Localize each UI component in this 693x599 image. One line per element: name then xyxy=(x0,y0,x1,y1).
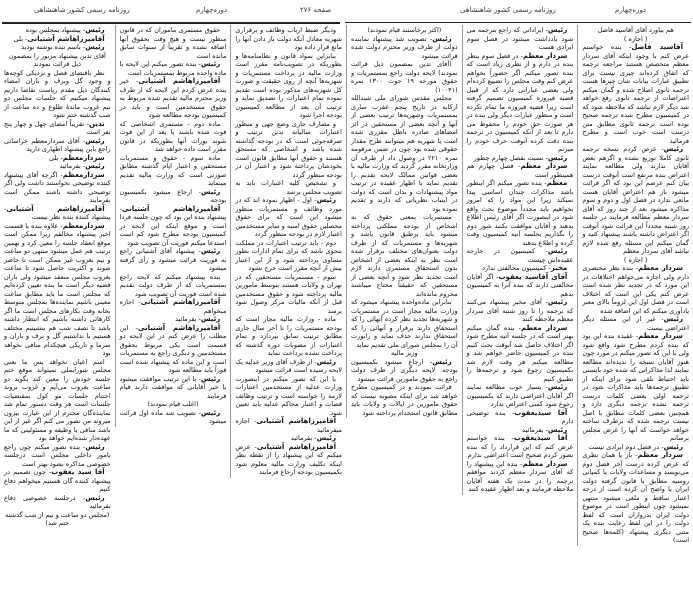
speaker-name: رئیس xyxy=(547,383,568,391)
paragraph xyxy=(4,222,111,358)
paragraph-text: اسم اعیان نخواهد پس ما بعنی مجلس شورایملی نمیتواند موقع ختم جلسه خودش را معین کند بگوید دو ساعت بغروب می‌آیم و غروب بروند اختتام جلسات مو کول بمقتضیات جلسات است هر وقت دستور تمام شد نماینده‌گان محترم از این عبارت بیرون میروند من تصور می کنم اگر غیر از این باشد منافی با وظیفه و مسئولیتی که ما عهده‌دار شده‌ایم خواهد بود xyxy=(3,357,111,442)
paragraph-text: ماده - وزارت مالیه مجاز است که بودجه مستمریات را تا آخر سال جاری مطابق ترتیب سابق بپردازد و تمام اعتبارات از مصوبات دوره گذشته که پرداخت نشده پرداخت نماید xyxy=(235,315,342,357)
speaker-name: سردار معظم xyxy=(522,51,568,60)
paragraph-text: و تشخیص کلیه اعتبارات باید به تصویب مجلس برسد xyxy=(235,179,342,196)
paragraph-text: - از طرف آقای وزیر عدلیه یک لایحه رسیده است قرائت میشود xyxy=(235,357,342,374)
paragraph-text: مستمریات بمعنی حقوق که به اشخاص از بودجه مملکتی پرداخته میشود باید برطبق قانون باشد و شهریه‌ها و مستمریات که از طرف دولت بعنوان‌های مختلف برقرار شده است نظر به اینکه بعضی از اشخاص بدون استحقاق مستمری دارند لازم است تجدید نظر شود و آنچه بعضی از مستحقین که حقیقتاً محتاج میباشند محروم مانده‌اند xyxy=(350,213,458,298)
header-rule-left xyxy=(2,22,340,24)
paragraph xyxy=(582,332,689,443)
paragraph xyxy=(351,298,458,349)
speaker-name: رئیس xyxy=(316,357,336,366)
paragraph-text: - اگرچه آقای پیشنهاد کننده توضیحی نخواستند داشت ولی اگر توضیحی داشته باشند ممکن است بفرمایند xyxy=(3,170,111,204)
paragraph xyxy=(120,26,227,60)
paragraph xyxy=(235,179,342,196)
speaker-name: سردارمعظم xyxy=(62,221,105,230)
speaker-name: رئیس xyxy=(85,43,105,51)
paragraph-text: - بنده خواستم عرض کنم با وجود اینکه آقای سردار معظم متخصص هستند مراجعه ترجمه که اتفاق کرده‌اند چیزی نیست برای تطبیق عبارات بیانات شان چیزها هست ترجمه ثانوی اصلاح شده و گمان میکنم اعتراضات از ترجمه ثانوی رفع خواهد شد دیگر لازم نباشد که ملاحظه شود که در کمیسیون مطرح شده ترجمه صحیح بوده است ترجمه ثانوی مطابق متن درست است خوب است و مطرح فرمائید xyxy=(582,43,689,145)
paragraph-text: - ارجاع میشود بکمیسیون بودجه. لایحه دیگری از طرف دولت راجع به حقوق مامورین قرائت میشود xyxy=(350,357,458,383)
paragraph xyxy=(467,26,574,52)
paragraph-text: بنده پیشنهاد میکنم که لایحه راجع بمستمریات که از طرف دولت تقدیم شده است فوریت آن تصویب شود xyxy=(119,272,227,298)
speaker-name: آقامیرزاهاشم آشتیانی xyxy=(138,77,221,85)
speaker-name: رئیس xyxy=(85,162,105,170)
speaker-name: رئیس xyxy=(663,145,683,153)
paragraph xyxy=(4,120,111,137)
paragraph-text: هم بیاورد آقای آقاسید فاضل xyxy=(597,26,674,34)
paragraph-text: - در فصل دوم ایرادی نیست xyxy=(588,442,664,451)
paragraph xyxy=(235,196,342,239)
paragraph xyxy=(467,264,574,273)
speaker-name: آقامیرزاهاشم آشتیانی xyxy=(6,204,105,213)
paragraph-text: - بنده تصور میکنم چون راجع بامور داخلی مجلس است درجلسه خصوصی مذاکره بشود بهتر است xyxy=(3,442,111,468)
paragraph xyxy=(120,375,227,401)
page-header xyxy=(0,0,693,22)
paragraph-text: - عقیده بنده این بود که بنده کردم مطرح شود واقع شود ولی با این که تصور میکنم در مورد چون هنوز آقایان نسخه را ندیده‌اند مطالعه نمایند لذا مذاکراتی که شده خود بایستی باید احتیاط تلقی شود برای اینکه از تطبیق ترجمه‌ها باید مذاکرات شود در ترجمه اولی بعضی کلمات درست ترجمه نشده ترجمه دیگری دارد و همچنین بعضی کلمات مطابق با اصل نیست ترجمه شده که برطرف ساخته خواهد خواست که آنها را عرض مجلس برسانم xyxy=(582,332,689,442)
paragraph-text: - اجازه میخواهم xyxy=(119,298,227,315)
paragraph xyxy=(351,213,458,298)
speaker-name: رئیس xyxy=(432,34,452,43)
speaker-name: آقامیرزاهاشم آشتیانی xyxy=(140,298,221,306)
speaker-name: رئیس xyxy=(200,315,221,323)
speaker-name: آقا سید یعقوب xyxy=(51,468,105,476)
paragraph-text: - بفرمائید xyxy=(290,434,317,442)
paragraph-text: - بلی xyxy=(13,34,28,43)
paragraph xyxy=(4,154,111,163)
paragraph-text: با این که تصور میکنم در اینصورت وزارت عدلیه از مستخدمین اعتبارات لازمه را خواسته است و ترتیب وظائف قضات و اعتبار محاکم عدلیه باید تعیین شود xyxy=(235,374,342,417)
paragraph-text: - کمیسیون مخالفتی ندارد xyxy=(482,264,551,272)
paragraph xyxy=(4,468,111,494)
text-column xyxy=(115,25,231,427)
paragraph xyxy=(4,162,111,171)
paragraph-text: بنابراین ماده‌واحده پیشنهاد میشود که وزارت مالیه مجاز است در مستمریات و شهریه‌ها تجدید نظر کرده آنهائی را که استحقاق دارند برقرار و آنهائی را که استحقاق ندارند حذف نماید و راپورت آن را بمجلس شورای ملی تقدیم نماید xyxy=(350,298,458,349)
paragraph xyxy=(467,383,574,409)
paragraph xyxy=(120,324,227,375)
paragraph-text: - فصل چهارم هم همینطور است xyxy=(466,162,574,179)
paragraph xyxy=(4,511,111,528)
paragraph xyxy=(582,35,689,44)
speaker-name: رئیس xyxy=(547,247,568,255)
speaker-name: رئیس xyxy=(432,357,452,366)
paragraph-text: - پیشنهاد کننده بنده نظر نیست xyxy=(3,204,111,221)
paragraph xyxy=(120,247,227,273)
text-column xyxy=(346,25,462,418)
paragraph xyxy=(351,60,458,94)
paragraph xyxy=(351,94,458,213)
paragraph xyxy=(582,43,689,145)
paragraph xyxy=(4,35,111,44)
speaker-name: سردارمعظم xyxy=(62,153,105,162)
speaker-name: آقامیرزاهاشم آشتیانی xyxy=(256,417,336,425)
paragraph-text: ( اجازه ) xyxy=(623,255,648,264)
paragraph-text: - بلی xyxy=(48,153,63,162)
paragraph xyxy=(4,358,111,443)
paragraph-text: - غیر از این مسئله دیگر اعتراضی نیست xyxy=(582,315,689,332)
speaker-name: رئیس xyxy=(200,187,221,196)
paragraph xyxy=(120,400,227,409)
paragraph-text: - عرض میکنم که این پیشنهاد را از نقطه نظر اینکه تکلیف وزارت مالیه معلوم شود بکمیسیون بودجه ارجاع فرمایند xyxy=(235,442,342,476)
speaker-name: سردار معظم xyxy=(637,451,683,459)
paragraph xyxy=(351,349,458,358)
paragraph xyxy=(467,162,574,179)
paragraph-text: - با این ترتیب موافقت میشود یا خیر آقایانی که موافقت دارند قیام فرمایند xyxy=(119,374,227,400)
paragraph xyxy=(4,494,111,511)
paragraph xyxy=(120,205,227,248)
speaker-name: سردارمعظم xyxy=(62,170,105,179)
paragraph xyxy=(235,375,342,418)
paragraph-text: - ارجاع میشود بکمیسیون بودجه xyxy=(119,187,227,204)
paragraph-text: - بفرمائید xyxy=(175,315,201,323)
paragraph-text: - تقریباً امضای چهل و چهار پنج نفر است xyxy=(3,119,111,136)
paragraph-text: (مجلس دو ساعت و نیم از شب گذشته ختم شد) xyxy=(5,510,110,527)
paragraph xyxy=(120,273,227,299)
paragraph-text: وزیر مالیه xyxy=(391,349,418,357)
text-column xyxy=(577,25,693,546)
header-rule-right xyxy=(345,22,691,23)
paragraph xyxy=(235,358,342,375)
text-column xyxy=(462,25,578,495)
paragraph-text: ماده دوم - مستمری اشخاصی که فوت شده باشند یا بعد از این فوت شوند بوراث آنها بطوریکه در قانون مقرر است داده خواهد شد xyxy=(119,119,227,153)
paragraph-text: - اول - اظهار نموده اند که در مورد وظائف و مستمریات منظور میشود این است که برای حقوق محصلین حقوق امنیه و سایر مستخدمین اعتبار لازم در بودجه منظور گردد xyxy=(235,196,342,238)
speaker-name: رئیس xyxy=(547,26,568,34)
speaker-name: معظم xyxy=(546,179,568,187)
paragraph xyxy=(467,179,574,247)
paragraph xyxy=(4,205,111,222)
paragraph-text: - نسبت بفصل چهارم چطور xyxy=(473,153,548,162)
paragraph-text: - در فصل سوم بنظر بنده در دارم و از نظری زیاد است که بنده تصور میکنم اگر حضوراً بخواهم عرض کنم وقت مجلس را تضییع کرده‌ام ولی بعضی عباراتی دارد که از قبیل قضیه فیروزه کمیسیون تصمیم گرفته است زیرا قضیه فیروزه ما تمام نکرده است و منظور عبارات دیگر ولی بنده در هر صورت حق خودم را محفوظ می دارم تا بعد از آنکه کمیسیون در ترجمه بنده دقت کرده آنوقت حرف خودم را میزنم xyxy=(466,51,574,153)
right-volume: دوره‌چهارم xyxy=(615,6,646,14)
speaker-name: آقا سیدیعقوب xyxy=(513,434,568,442)
paragraph-text: - بسیار خوب مطالعه نمایند اگر آقایان اعتراضی دارند که بکمیسیون رجوع شود کسی اعتراض ندارد xyxy=(466,383,574,408)
paragraph-text: - چون تصمیم در پیشنهاد کننده گان هستیم میخواهم دفاع کنیم xyxy=(3,468,111,493)
speaker-name: رئیس xyxy=(200,408,221,417)
paragraph-text: - تصویب شد ماده اول قرائت میشود xyxy=(119,408,227,425)
paragraph xyxy=(467,434,574,460)
paragraph-text: - بفرمائید xyxy=(59,162,86,170)
paragraph-text: - درجلسه خصوصی دفاع بفرمائید xyxy=(3,493,111,510)
paragraph xyxy=(4,26,111,35)
paragraph xyxy=(235,273,342,316)
paragraph xyxy=(235,26,342,52)
paragraph-text: - باسم بنده نوشته بودید xyxy=(21,43,86,51)
paragraph xyxy=(4,443,111,469)
paragraph xyxy=(467,247,574,264)
paragraph-text: ماده سوم - حقوق و مستمریات مستحقین و اعتبار ایام گذشته مطابق صورتی است که وزارت مالیه تقدیم مینماید xyxy=(119,153,227,187)
speaker-name: سردار معظم xyxy=(520,162,568,170)
paragraph-text: - باز یا همان نظری که عرض کرده درست آخر فصل دوم می‌نویسد و مساعدات ولایات یا کمپانی روسیه مطابق با قانون گرفته دولت ایران یا واضح آن کرده است از درجه اعتبار ساقط و ملغی میشود منتهی نمیشود چون اینطور است در موضوع دولت ایران بدرواران است که لفظ دولت را در این لفظ رعایت بنده یک متنی دیگری پیشنهاد (کلمه‌ها صحیح است) xyxy=(582,451,689,544)
paragraph xyxy=(582,443,689,452)
left-volume: دوره‌چهارم xyxy=(196,6,227,14)
speaker-name: رئیس xyxy=(85,136,105,145)
paragraph xyxy=(235,443,342,477)
paragraph-text: - بنده تصور میکنم این لایحه با ماده واحده مربوط بمستمریات است xyxy=(119,60,227,77)
paragraph-text: - تصویب شد پیشنهاد نماینده دولت از طرف وزیر محترم دولت شده قرائت میشود xyxy=(350,34,458,60)
speaker-name: رئیس xyxy=(200,60,221,68)
speaker-name: آقامیرزاهاشم آشتیانی xyxy=(27,34,105,43)
speaker-name: سردار معظم xyxy=(638,332,683,340)
paragraph xyxy=(235,120,342,180)
paragraph-text: - این مطلب را عرض کنم در این لایحه دو قسمت است یکی مربوط بحقوق مستخدمین و دیگری راجع به مستمریات است و این ماده که پیشنهاد شده است فوراً باید مطالعه شود xyxy=(119,323,227,374)
speaker-name: رئیس xyxy=(547,298,568,306)
paragraph xyxy=(120,315,227,324)
paragraph-text: و مصارف جاری وضع جهی و منظور اعتبارات سالیانه بدین ترتیب و صرفه‌جوئی است که در بودجه گذاشته شده باشد و اشخاصی که مستحق هستند و حقوق آنها مطابق قانون است بخودشان پرداخته شود و اعتبار آن در بودجه منظور گردد xyxy=(235,119,342,179)
paragraph xyxy=(467,426,574,435)
paragraph xyxy=(4,43,111,52)
speaker-name: سردار معظم xyxy=(522,459,568,468)
speaker-name: رئیس xyxy=(200,247,221,255)
speaker-name: رئیس xyxy=(316,434,336,442)
paragraph-text: قرائت نمودند و در کمیسیون مطرح خواهد شد برای اینکه مصوبه نیست که حقوق مامورین در ایالات و ولایات باید مطابق قانون استخدام پرداخته شود xyxy=(350,383,458,417)
paragraph-text: مجلس مقدس شورای ملی شیدالله ارکانه در تاریخ پنجم عقرب ساری بمستمریات وشهریه‌ها ترتیب بعضی از آنها و آنچه بعضی از مستحقین در اثر امضاهای صادره باطل مقرری شده است یا شهریه هم میتوانند طرح مقدار حقوقی شده بود چون در ضمن مرقومه نمره ۲۲۱۰ در وصول داد از طرف آن وزارتخانه مقرر گردید که وزارت مالیه با بعضی قوانین ممالک لایحه تقدیم را تقدیم نماید با اظهار عقیده در ترتیب مواد پیشنهادات و بدان است که دولت در اینباب نظریاتی که دارند و تقدیم نموده بود xyxy=(350,94,458,213)
paragraph-text: (آقای تدین بمضمون ذیل قرائت نمودند) لایحه دولت راجع بمستمریات و حقوق مورخه ۱۹ حوت ۱۳۰۰ نمره (۱۰۰۴۱) xyxy=(350,60,458,94)
speaker-name: رئیس xyxy=(547,425,568,434)
paragraph xyxy=(467,324,574,384)
paragraph xyxy=(582,145,689,256)
paragraph-text: - پیشنهاد آقای آشتیانی راجع به فوریت قرائت میشود و رأی گرفته میشود xyxy=(119,247,227,272)
paragraph xyxy=(120,60,227,77)
paragraph-text: - بنده خواستم عرض کنم که این قرارداد را که بنده تصور کردم صحیح است اعتراضی ندارم xyxy=(466,434,574,459)
paragraph-text: - بنده نظر مختصری دارم ولی اجازه می‌خواهم اختلافات در این مورد که در تجدید نظر شده است عرض کنم یکی این است که اختلاف است در فصل اول این لزوماً بالای معبر یادآوری میکنم که این اضافه شده xyxy=(582,264,689,315)
text-column xyxy=(230,25,346,478)
newspaper-body xyxy=(0,25,693,546)
paragraph-text: - پیشنهاد بمجلس بوده xyxy=(25,26,86,34)
paragraph xyxy=(582,451,689,545)
paragraph xyxy=(351,358,458,384)
paragraph-text: نظر باقتضای فصل و نزدیکی کوچه‌ها و وجود گل وبرف و باران امضاء کنندگان ذیل مقدم ریاست تقاضا داریم پیشنهاد میکنیم که جلسات مجلس دو نیم غروب ماندهٔ طلوع و ده ساعت از شب گذشته ختم شود xyxy=(3,68,111,119)
paragraph xyxy=(467,273,574,299)
paragraph xyxy=(582,256,689,265)
speaker-name: رئیس xyxy=(85,442,105,451)
paragraph-text: - بنده تصور میکنم اگر اینطور باشد مذاکرات چندان اساسی پیدا نمیکند زیرا این مواد را که امروز بخواهیم باید مجدداً موضوع بحث واقع شود در اینصورت اگر آقای رئیس اطلاع بدهند و آقایان موافقت بکنند شور دوم را بگذاریم بجلسه آتیه کمیسیون وقت کرده و اطلاع بدهند xyxy=(466,179,574,247)
speaker-name: رئیس xyxy=(547,153,568,162)
paragraph-text: - بنده توضیحی دارم xyxy=(466,408,574,425)
left-paper-title: روزنامه رسمی کشور شاهنشاهی xyxy=(34,6,130,14)
paragraph xyxy=(235,434,342,443)
speaker-name: آقامیرزاهاشم آشتیانی xyxy=(256,442,336,451)
right-paper-title: روزنامه رسمی کشور شاهنشاهی xyxy=(460,6,556,14)
speaker-name: آقاسید فاضل xyxy=(631,43,684,51)
speaker-name: رئیس xyxy=(85,26,105,34)
paragraph xyxy=(235,315,342,358)
paragraph-text: - اجازه میفرمائید xyxy=(235,417,342,434)
paragraph-text: ( اجازه ) xyxy=(623,34,648,43)
paragraph-text: آقای تدین پیشنهاد مزبور را بمضمون ذیل قرائت نمودند xyxy=(8,51,106,68)
paragraph xyxy=(351,383,458,417)
paragraph xyxy=(4,52,111,69)
paragraph xyxy=(467,154,574,163)
paragraph xyxy=(120,154,227,188)
paragraph xyxy=(4,137,111,154)
speaker-name: رئیس xyxy=(663,315,683,323)
paragraph xyxy=(467,409,574,426)
speaker-name: آقامیرزاهاشم آشتیانی xyxy=(137,323,221,332)
paragraph xyxy=(467,298,574,324)
paragraph xyxy=(120,409,227,426)
paragraph xyxy=(235,52,342,120)
speaker-name: رئیس xyxy=(200,374,221,383)
paragraph-text: - عرض کردم نسخه ترجمه ثانوی کاملا توزیع نشده و اگرهم بعض آقایان ندارند ولی مطالعه نمایند اعتراض بنده مرتفع است آنوقت درست بیان کنم عرضم این بود که اگر قرائت میشود باز هم اعتراض آقایان هست مانعی ندارد در فصل اول و دوم و سوم مذاکره میشود بعد از چند روز که آقای سردار معظم مطالعه فرمایند در جلسه روز شنبه مجدداً این قرائت شود آنوقت اگر اعتراض داشته باشند پیشنهاد کنید و گمان میکنم این مسئله رفع شده لازم نباشد آقای سردار معظم xyxy=(582,145,689,255)
speaker-name: سردار معظم xyxy=(638,264,683,272)
paragraph xyxy=(467,460,574,494)
paragraph xyxy=(582,315,689,332)
paragraph-text: - ایراداتی که راجع بترجمه می شود یادداشت میشود در فصل سوم ایرادی هست xyxy=(466,26,574,51)
paragraph xyxy=(582,26,689,35)
paragraph xyxy=(235,417,342,434)
speaker-name: آقای آقاسید یعقوب xyxy=(498,272,568,281)
paragraph-text: - بنده گمان میکنم بهتر است که در جلسه آتیه مطرح شود اگر اختلاف حاصل شد آنوقت بحث کنیم بنده در کمیسیون حاضر خواهم شد و مطالعه میکنم هر وقت لازم شد بکمیسیون رجوع شود و ترجمه‌ها را تطبیق کنیم xyxy=(466,323,574,383)
paragraph-text: - آقای سردارمعظم خراسانی راجع باین پیشنهاد اظهاری دارید xyxy=(3,136,111,153)
paragraph xyxy=(4,171,111,205)
paragraph-text: (اغلب قیام نمودند) xyxy=(147,400,199,408)
paragraph-text: بنابراین بمواد قانون و نظامنامه‌ها و بطوریکه در تصویب‌نامه مقرر است وزارت مالیه در پرداخت مستمریات و شهریه‌ها آنچه از روی حقیقت و صورت کل شهریه‌های مذکور بوده است تقدیم نموده تمام اعتبارات را تصدیق نماید و ترتیب آن بعد از مطالعه کمیسیون بودجه اجرا شود xyxy=(235,51,342,119)
speaker-name: رئیس xyxy=(316,196,336,204)
page-number: صفحه ۲۷۶ xyxy=(300,6,332,14)
paragraph xyxy=(120,77,227,120)
paragraph-text: - خیر بنده عرض کردم این لایحه که از طرف وزیر محترم مالیه تقدیم شده مربوط به حقوق مستخدمین است و باید در کمیسیون بودجه مطالعه شود xyxy=(119,77,227,119)
speaker-name: تدین xyxy=(89,119,105,128)
paragraph-text: - کمیسیون در خارجه عقیده‌اش چیست xyxy=(466,247,574,264)
speaker-name: آقامیرزاهاشم آشتیانی xyxy=(122,204,221,213)
speaker-name: آقا سیدیعقوب xyxy=(514,408,568,417)
paragraph-text: - بنده این پیشنهاد را که آقای سردار معظم کردند موافقم ترجمه را در مدت یک هفته آقایان ملاحظه فرمایند و بعد اظهار عقیده کنند xyxy=(466,459,574,493)
speaker-name: رئیس xyxy=(663,442,683,451)
paragraph-text: دوم - باید ترتیب اعتبارات در مملکت بنحوی باشد که برای تمام ادارات بطور مساوی پرداخته شود و از این اعتبار بیش از آنچه مقرر است خرج نشود xyxy=(235,238,342,272)
paragraph-text: ودیگر ضبط ارباب وظائف و برقراری شهریه معادل آنکه دولت باز دادن آنها را مانع قرار داده بود xyxy=(235,26,342,51)
paragraph-text: - پیشنهاد بنده این بود که چون جلسه فردا است و موقع اینکه این لایحه در کمیسیون بودجه مطرح شود کم است استدعا میکنم فوریت آن تصویب شود xyxy=(119,204,227,247)
paragraph xyxy=(467,52,574,154)
paragraph-text: حقوق مستمری ماموران که در قانون منظور نیست و هیچ وقت بحقوق آنها اضافه نشده و تقریباً از سنوات سابق مانده است xyxy=(119,26,227,60)
paragraph xyxy=(4,69,111,120)
paragraph xyxy=(120,188,227,205)
paragraph-text: - علاوه بنده با قسمت اخیر پیشنهاد مخالفم زیرا ممکن است موقع انعقاد جلسه را معین کرد و بهمین ترتیب هم عمل میشود منتهی دو ساعت و نیم بغروب غیر ممکن است تا حاضر شوند و اکثریت حاصل شود تا ساعت بغروب مجلس منعقد میشود ولی باران قضیه دیگر است ما بنده تعیین کرده‌ایم که مجلس است ما باید مطابق ساعت معینی باشیم نماینده‌ها بمجلس متوسط بخانه وقت بکارهای مجلس است ما اگر کارهائی داشته باشیم که انتظار داشته باشد تا نصف شب هم بنشینیم مختلف هستیم با نداشتیم گل و برف و باران و سرما و تاریکی هیچکدام منافی نخواهد بود xyxy=(3,221,111,357)
paragraph xyxy=(120,120,227,154)
text-column xyxy=(0,25,115,529)
paragraph xyxy=(351,26,458,35)
paragraph xyxy=(582,264,689,315)
paragraph xyxy=(120,298,227,315)
paragraph-text: - آقای مخبر پیشنهاد می‌کنند که ترجمه را تا روز شنبه آقای سردار معظم ملاحظه کنند xyxy=(466,298,574,323)
paragraph-text: - اگر آقایان مخالفتی دارند که بنده آنرا به کمیسیون بدهم xyxy=(466,272,574,298)
paragraph xyxy=(235,239,342,273)
paragraph-text: - بفرمائید xyxy=(522,425,548,434)
speaker-name: سردار معظم xyxy=(520,323,568,332)
paragraph-text: (اکثر برخاستند قیام نمودند) xyxy=(367,26,442,34)
paragraph xyxy=(351,35,458,61)
paragraph-text: سوم - مستمریات مستحقین که در تهران و ولایات هستند بتوسط مامورین مالیه پرداخته شود و حقوق مستخدمین قبل از آنکه مالیات مرکز وصول شود برسد xyxy=(235,272,342,315)
speaker-name: مخبر xyxy=(550,264,568,272)
speaker-name: رئیس xyxy=(85,493,105,502)
